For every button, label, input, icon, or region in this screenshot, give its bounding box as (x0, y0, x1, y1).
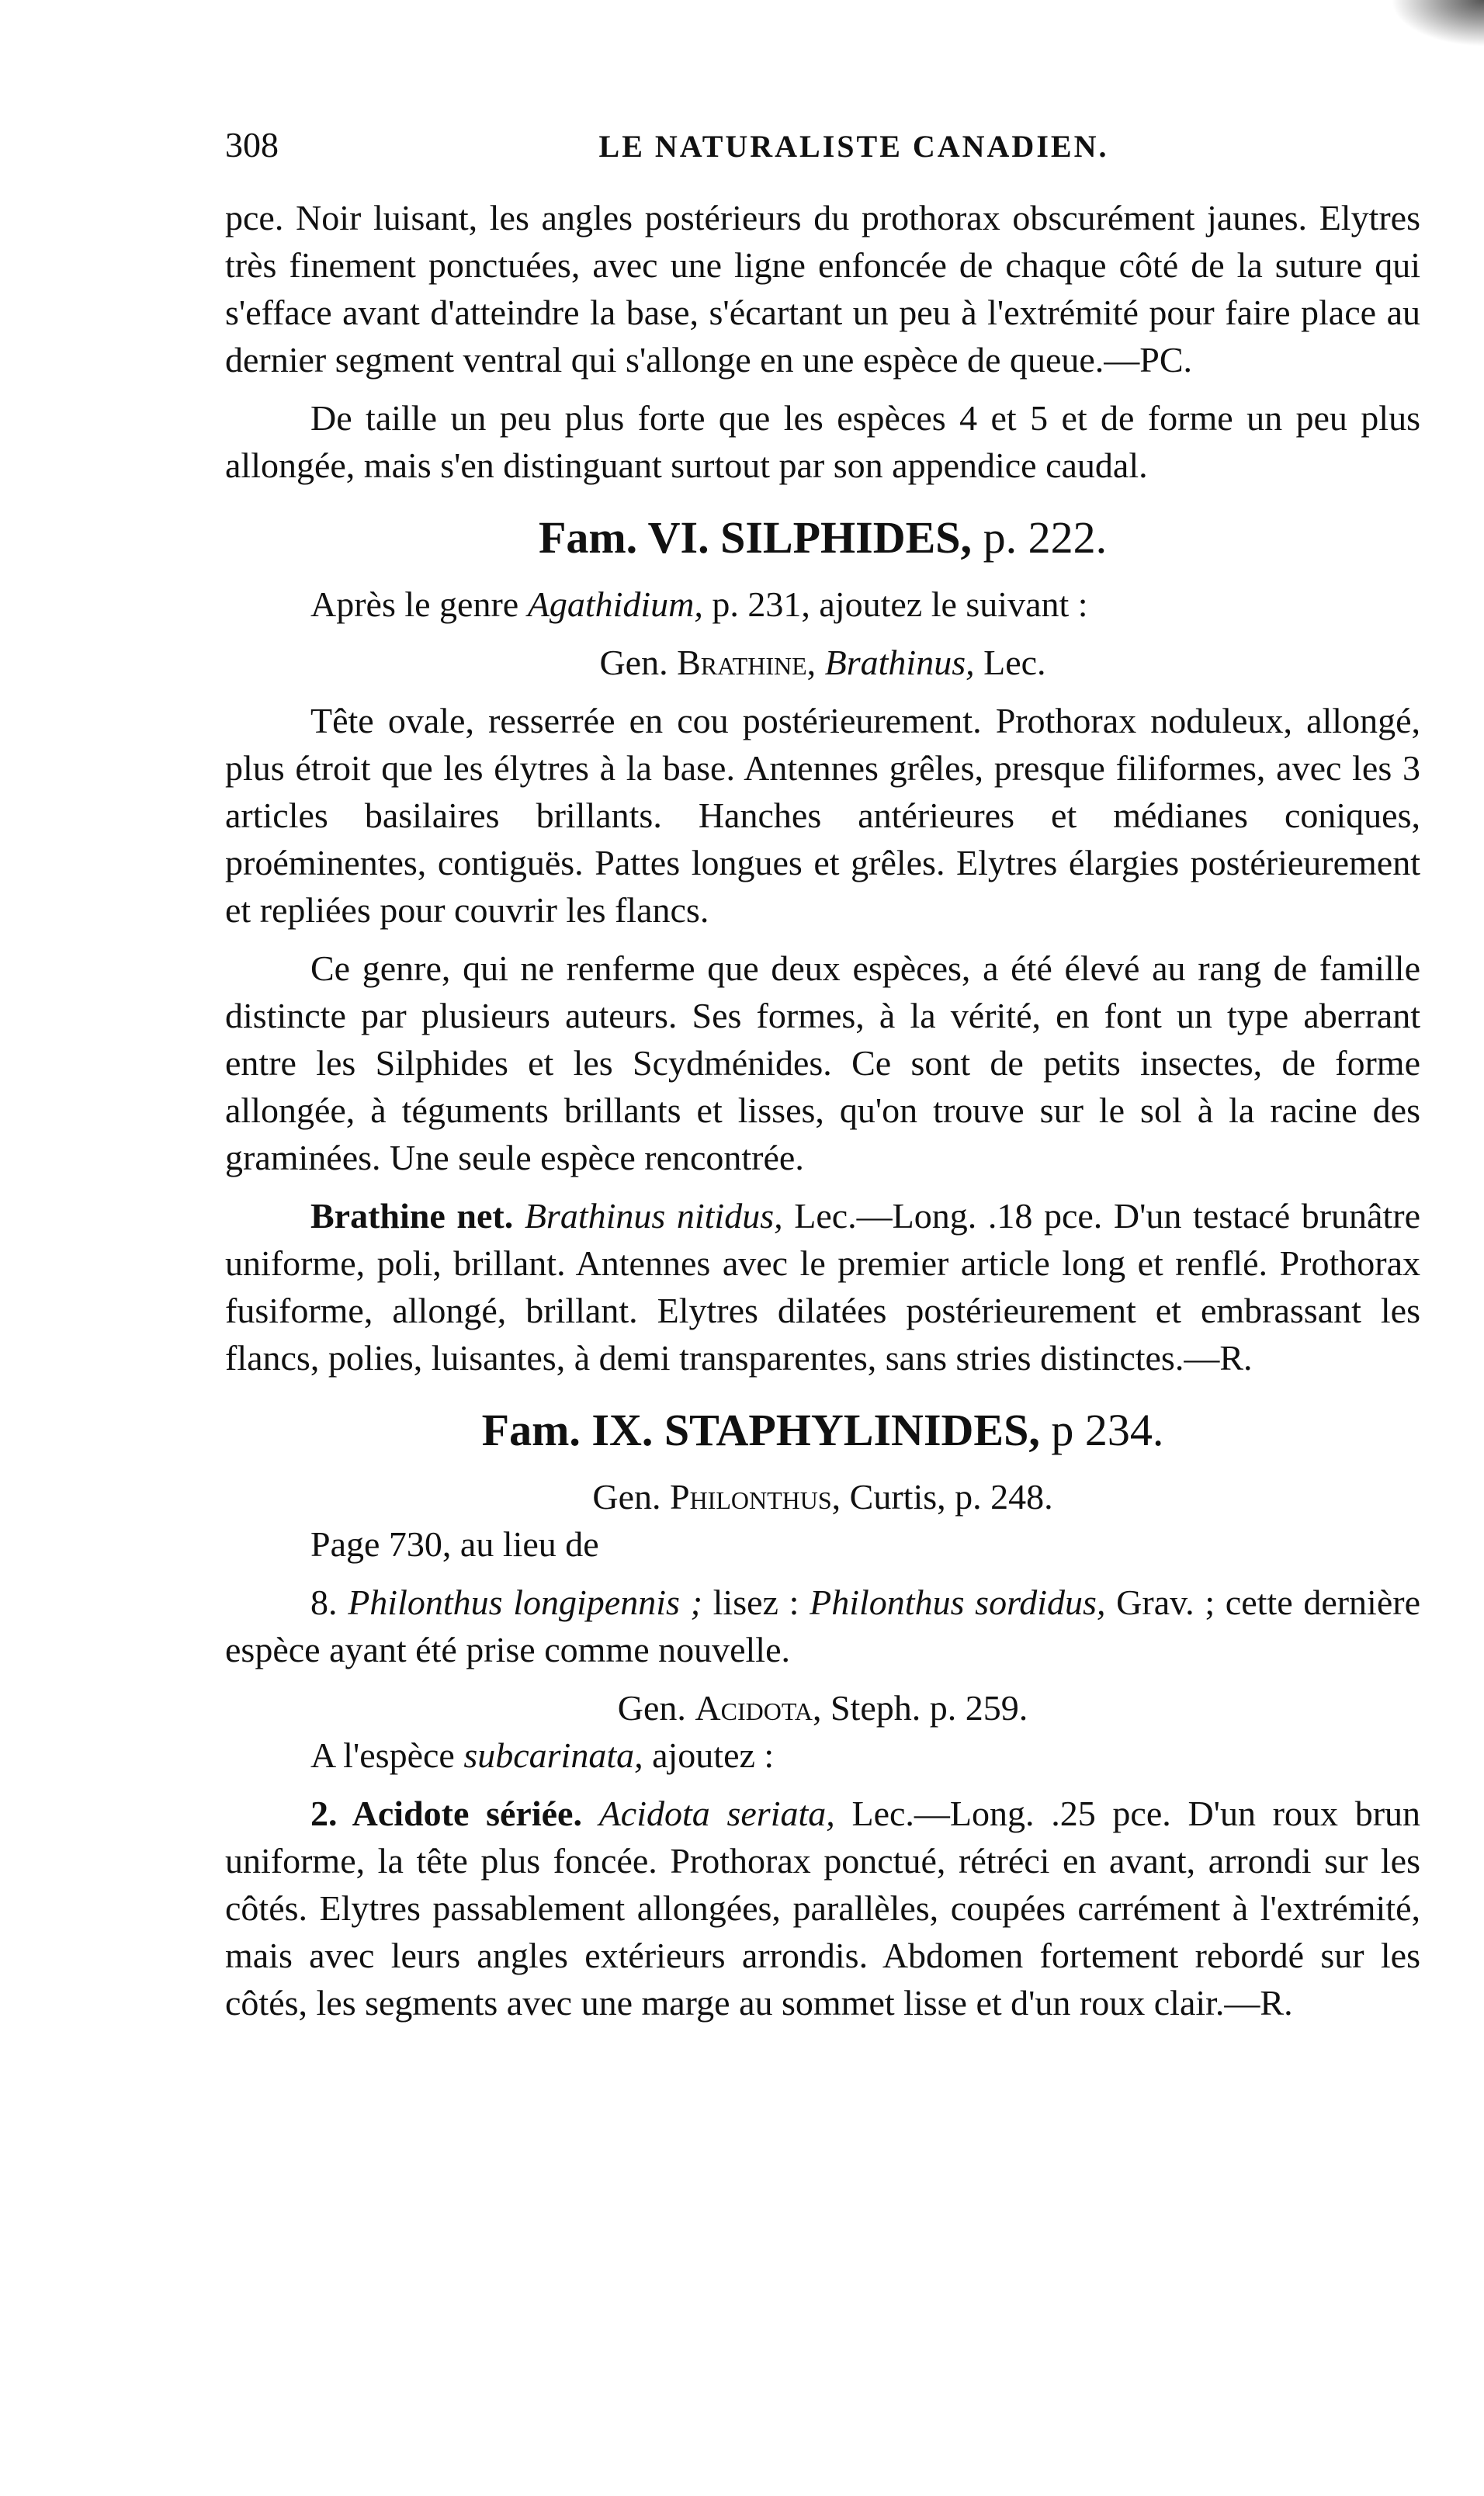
family-name: STAPHYLINIDES, (664, 1405, 1040, 1455)
page-number: 308 (225, 125, 279, 165)
book-page (225, 124, 1420, 2026)
genus-name: Brathine, (677, 643, 817, 682)
page-header (225, 124, 1420, 194)
family-number: Fam. IX. (481, 1405, 654, 1455)
family-page: p. 222. (983, 512, 1108, 563)
species-name: 2. Acidote sériée. (310, 1794, 582, 1833)
family-number: Fam. VI. (538, 512, 709, 563)
family-heading-silphides (225, 511, 1420, 565)
species-latin-new: Philonthus sordidus, (810, 1583, 1106, 1622)
paragraph-espece: A l'espèce subcarinata, ajoutez : (310, 1735, 775, 1775)
family-page: p 234. (1051, 1405, 1164, 1455)
paragraph-genus-description: Tête ovale, resserrée en cou postérieurement. Prothorax noduleux, allongé, plus étroit que les élytres à la base. Antennes grêles, presque filiformes, avec les 3 articles basilaires brillants. Hanches antérieures et médianes coniques, proéminentes, contiguës. Pattes longues et grêles. Elytres élargies postérieurement et repliées pour couvrir les flancs. (225, 701, 1420, 930)
family-heading-staphylinides (225, 1403, 1420, 1458)
running-title: LE NATURALISTE CANADIEN. (598, 129, 1109, 164)
species-latin: subcarinata, (463, 1735, 643, 1775)
paragraph-remark: De taille un peu plus forte que les espèces 4 et 5 et de forme un peu plus allongée, mais s'en distinguant surtout par son appendice caudal. (225, 398, 1420, 485)
paragraph-species-brathinus: Brathine net. Brathinus nitidus, Lec.—Long. .18 pce. D'un testacé brunâtre uniforme, poli, brillant. Antennes avec le premier article long et renflé. Prothorax fusiforme, allongé, brillant. Elytres dilatées postérieurement et embrassant les flancs, polies, luisantes, à demi transparentes, sans stries distinctes.—R. (225, 1196, 1420, 1378)
genus-heading-brathinus: Gen. Brathine, Brathinus, Lec. (599, 643, 1046, 682)
paragraph-continued: pce. Noir luisant, les angles postérieurs du prothorax obscurément jaunes. Elytres très finement ponctuées, avec une ligne enfoncée de chaque côté de la suture qui s'efface avant d'atteindre la base, s'écartant un peu à l'extrémité pour faire place au dernier segment ventral qui s'allonge en une espèce de queue.—PC. (225, 198, 1420, 380)
genus-heading-philonthus: Gen. Philonthus, Curtis, p. 248. (592, 1477, 1053, 1517)
paragraph-species-acidota: 2. Acidote sériée. Acidota seriata, Lec.—Long. .25 pce. D'un roux brun uniforme, la tête plus foncée. Prothorax ponctué, rétréci en avant, arrondi sur les côtés. Elytres passablement allongées, parallèles, coupées carrément à l'extrémité, mais avec leurs angles extérieurs arrondis. Abdomen fortement rebordé sur les côtés, les segments avec une marge au sommet lisse et d'un roux clair.—R. (225, 1794, 1421, 2023)
paragraph-page-730: Page 730, au lieu de (310, 1524, 599, 1564)
species-latin: Acidota seriata, (598, 1794, 835, 1833)
genus-latin: Brathinus, (824, 643, 975, 682)
genus-name: Acidota, (695, 1688, 822, 1728)
genus-name: Philonthus, (669, 1477, 841, 1517)
genus-italic: Agathidium, (527, 584, 703, 624)
species-name: Brathine net. (310, 1196, 514, 1236)
family-name: SILPHIDES, (720, 512, 973, 563)
species-latin-old: Philonthus longipennis ; (348, 1583, 702, 1622)
paragraph-correction: 8. Philonthus longipennis ; lisez : Philonthus sordidus, Grav. ; cette dernière espèce ayant été prise comme nouvelle. (225, 1583, 1420, 1669)
species-latin: Brathinus nitidus, (524, 1196, 783, 1236)
scan-corner-smudge (1391, 0, 1484, 47)
paragraph-genus-remarks: Ce genre, qui ne renferme que deux espèces, a été élevé au rang de famille distincte par plusieurs auteurs. Ses formes, à la vérité, en font un type aberrant entre les Silphides et les Scydménides. Ce sont de petits insectes, de forme allongée, à téguments brillants et lisses, qu'on trouve sur le sol à la racine des graminées. Une seule espèce rencontrée. (225, 948, 1420, 1177)
genus-heading-acidota: Gen. Acidota, Steph. p. 259. (617, 1688, 1028, 1728)
paragraph-apres: Après le genre Agathidium, p. 231, ajoutez le suivant : (310, 584, 1088, 624)
